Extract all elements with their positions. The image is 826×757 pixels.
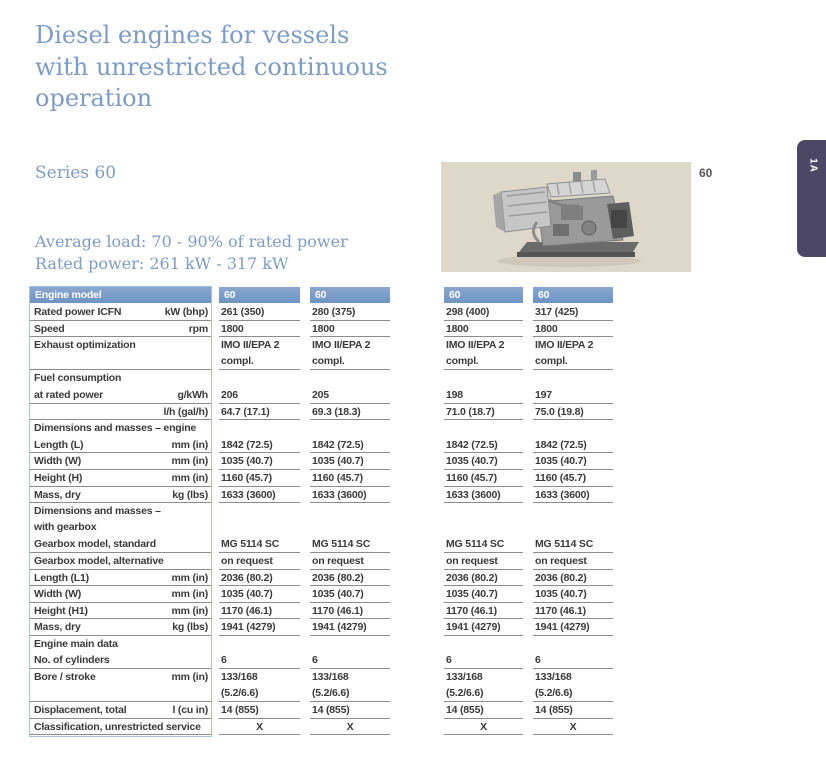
page-title (35, 20, 455, 115)
spec-value-cell: on request (219, 553, 300, 570)
table-row (30, 304, 613, 321)
spec-value-cell: 133/168 (5.2/6.6) (533, 669, 613, 702)
section-label: Dimensions and masses – engine (34, 422, 197, 435)
section-label: Dimensions and masses – with gearbox (34, 505, 161, 534)
table-row (30, 702, 613, 719)
spec-value-cell: 1035 (40.7) (533, 586, 613, 603)
row-label (30, 570, 211, 587)
spec-value-cell: 2036 (80.2) (444, 570, 523, 587)
row-label-text: Bore / stroke (34, 671, 96, 684)
table-row (30, 570, 613, 587)
spec-value-cell: 1170 (46.1) (533, 603, 613, 620)
spec-value-cell (219, 420, 300, 437)
row-label-text: No. of cylinders (34, 654, 110, 667)
row-label (30, 404, 211, 421)
row-unit: kg (lbs) (172, 621, 208, 634)
spec-value-cell: 2036 (80.2) (219, 570, 300, 587)
spec-value-cell: 1842 (72.5) (219, 437, 300, 454)
spec-value-cell: MG 5114 SC (310, 536, 390, 553)
spec-value-cell (310, 420, 390, 437)
row-unit: rpm (188, 322, 208, 335)
spec-value-cell: 197 (533, 387, 613, 404)
row-label (30, 304, 211, 321)
spec-value-cell: 1633 (3600) (219, 487, 300, 504)
spec-value-cell: 14 (855) (219, 702, 300, 719)
spec-value-cell: 1035 (40.7) (219, 586, 300, 603)
row-label-text: Speed (34, 322, 65, 335)
spec-value-cell: 1800 (533, 321, 613, 338)
row-unit: kg (lbs) (172, 488, 208, 501)
row-label (30, 536, 211, 553)
spec-value-cell: X (310, 719, 390, 736)
spec-value-cell: 1035 (40.7) (310, 586, 390, 603)
table-row (30, 619, 613, 636)
row-label-text: Exhaust optimization (34, 339, 136, 352)
spec-value-cell: MG 5114 SC (533, 536, 613, 553)
spec-value-cell: 1035 (40.7) (444, 586, 523, 603)
section-label: Engine main data (34, 637, 118, 650)
spec-value-cell (444, 420, 523, 437)
table-row (30, 387, 613, 404)
row-label (30, 586, 211, 603)
row-label (30, 553, 211, 570)
row-unit: l/h (gal/h) (163, 405, 208, 418)
row-label (30, 387, 211, 404)
row-label-text: Width (W) (34, 455, 82, 468)
spec-value-cell: 1035 (40.7) (219, 453, 300, 470)
spec-value-cell (219, 503, 300, 536)
row-label-text: Length (L) (34, 438, 84, 451)
table-row (30, 453, 613, 470)
spec-value-cell: 1160 (45.7) (310, 470, 390, 487)
spec-value-cell: 317 (425) (533, 304, 613, 321)
row-label (30, 337, 211, 370)
spec-value-cell: 261 (350) (219, 304, 300, 321)
spec-value-cell (219, 370, 300, 387)
spec-value-cell: X (533, 719, 613, 736)
spec-value-cell: 1035 (40.7) (444, 453, 523, 470)
spec-value-cell: 6 (219, 652, 300, 669)
spec-value-cell: 1842 (72.5) (533, 437, 613, 454)
spec-value-cell: on request (310, 553, 390, 570)
spec-value-cell: 1800 (444, 321, 523, 338)
spec-value-cell: 1842 (72.5) (310, 437, 390, 454)
spec-table (30, 287, 613, 735)
spec-value-cell: IMO II/EPA 2 compl. (310, 337, 390, 370)
row-label-text: Displacement, total (34, 704, 127, 717)
spec-value-cell: 1035 (40.7) (533, 453, 613, 470)
row-label (30, 453, 211, 470)
spec-value-cell: 1633 (3600) (444, 487, 523, 504)
table-row (30, 553, 613, 570)
table-row (30, 337, 613, 370)
column-header: 60 (444, 287, 523, 303)
spec-value-cell: 133/168 (5.2/6.6) (444, 669, 523, 702)
table-row (30, 487, 613, 504)
engine-model-header: Engine model (30, 287, 211, 303)
table-row (30, 321, 613, 338)
table-row (30, 370, 613, 387)
spec-value-cell: 6 (310, 652, 390, 669)
row-label-text: Mass, dry (34, 621, 81, 634)
spec-value-cell (533, 503, 613, 536)
table-row (30, 404, 613, 421)
row-label (30, 702, 211, 719)
row-label (30, 437, 211, 454)
spec-value-cell: 198 (444, 387, 523, 404)
spec-value-cell (533, 420, 613, 437)
spec-value-cell (533, 370, 613, 387)
spec-value-cell: 75.0 (19.8) (533, 404, 613, 421)
table-row (30, 603, 613, 620)
row-unit: mm (in) (171, 604, 208, 617)
spec-value-cell: 14 (855) (533, 702, 613, 719)
spec-value-cell: 1800 (310, 321, 390, 338)
spec-value-cell: 1800 (219, 321, 300, 338)
table-row (30, 719, 613, 736)
series-label: Series 60 (35, 163, 117, 183)
spec-value-cell (444, 636, 523, 653)
spec-value-cell (444, 503, 523, 536)
table-row (30, 536, 613, 553)
row-label-text: Height (H1) (34, 604, 88, 617)
table-row (30, 636, 613, 653)
spec-value-cell (533, 636, 613, 653)
spec-value-cell: 71.0 (18.7) (444, 404, 523, 421)
page-title-line: with unrestricted continuous (35, 52, 388, 81)
row-label-text: Gearbox model, standard (34, 538, 157, 551)
row-label (30, 321, 211, 338)
spec-value-cell: 1035 (40.7) (310, 453, 390, 470)
page-title-line: Diesel engines for vessels (35, 21, 350, 49)
column-header: 60 (310, 287, 390, 303)
spec-value-cell: 1160 (45.7) (533, 470, 613, 487)
section-label: Fuel consumption (34, 372, 122, 385)
spec-value-cell (444, 370, 523, 387)
engine-photo-panel (441, 162, 691, 272)
image-caption: 60 (699, 166, 713, 180)
spec-value-cell: 280 (375) (310, 304, 390, 321)
spec-value-cell: IMO II/EPA 2 compl. (533, 337, 613, 370)
row-label-text: Length (L1) (34, 571, 89, 584)
spec-value-cell: 1633 (3600) (533, 487, 613, 504)
table-row (30, 652, 613, 669)
engine-photo (441, 162, 691, 272)
spec-value-cell: 1941 (4279) (219, 619, 300, 636)
row-unit: mm (in) (171, 588, 208, 601)
table-row (30, 503, 613, 536)
spec-value-cell: X (444, 719, 523, 736)
table-row (30, 669, 613, 702)
row-label-text: Mass, dry (34, 488, 81, 501)
spec-value-cell: 2036 (80.2) (533, 570, 613, 587)
spec-value-cell (310, 636, 390, 653)
row-label (30, 669, 211, 702)
spec-value-cell: 1941 (4279) (444, 619, 523, 636)
spec-value-cell: MG 5114 SC (219, 536, 300, 553)
row-unit: l (cu in) (172, 704, 208, 717)
row-label-text: at rated power (34, 388, 103, 401)
spec-value-cell: 206 (219, 387, 300, 404)
spec-value-cell: 1941 (4279) (310, 619, 390, 636)
row-unit: mm (in) (171, 438, 208, 451)
table-row (30, 420, 613, 437)
column-header: 60 (533, 287, 613, 303)
column-header: 60 (219, 287, 300, 303)
row-label-text: Classification, unrestricted service (34, 720, 201, 733)
row-unit: mm (in) (171, 571, 208, 584)
spec-value-cell (219, 636, 300, 653)
spec-value-cell: 1941 (4279) (533, 619, 613, 636)
spec-value-cell: 1633 (3600) (310, 487, 390, 504)
spec-value-cell: 133/168 (5.2/6.6) (219, 669, 300, 702)
spec-value-cell: 1170 (46.1) (444, 603, 523, 620)
spec-value-cell: 1160 (45.7) (444, 470, 523, 487)
spec-value-cell: on request (444, 553, 523, 570)
row-label (30, 470, 211, 487)
row-label (30, 603, 211, 620)
row-unit: kW (bhp) (164, 306, 208, 318)
section-tab (797, 140, 826, 257)
spec-value-cell: 1170 (46.1) (310, 603, 390, 620)
row-label (30, 719, 211, 736)
section-tab-label: 1A (807, 158, 819, 173)
table-row (30, 470, 613, 487)
spec-value-cell: 2036 (80.2) (310, 570, 390, 587)
spec-value-cell (310, 503, 390, 536)
spec-value-cell: 6 (533, 652, 613, 669)
row-label (30, 487, 211, 504)
table-header-row (30, 287, 613, 304)
row-label (30, 619, 211, 636)
row-label-text: Rated power ICFN (34, 306, 122, 318)
spec-value-cell: 205 (310, 387, 390, 404)
row-unit: mm (in) (171, 455, 208, 468)
spec-value-cell: X (219, 719, 300, 736)
spec-value-cell: on request (533, 553, 613, 570)
row-unit: mm (in) (171, 471, 208, 484)
spec-value-cell: IMO II/EPA 2 compl. (219, 337, 300, 370)
spec-value-cell: 14 (855) (310, 702, 390, 719)
table-row (30, 586, 613, 603)
spec-value-cell: 133/168 (5.2/6.6) (310, 669, 390, 702)
spec-value-cell: IMO II/EPA 2 compl. (444, 337, 523, 370)
spec-value-cell: 1842 (72.5) (444, 437, 523, 454)
spec-value-cell: 1170 (46.1) (219, 603, 300, 620)
row-unit: mm (in) (171, 671, 208, 684)
spec-value-cell: 14 (855) (444, 702, 523, 719)
spec-value-cell: 1160 (45.7) (219, 470, 300, 487)
rated-power-text: Rated power: 261 kW - 317 kW (35, 254, 289, 273)
spec-value-cell: 6 (444, 652, 523, 669)
row-label-text: Height (H) (34, 471, 83, 484)
page-title-line: operation (35, 84, 153, 112)
row-label-text: Gearbox model, alternative (34, 554, 164, 567)
spec-value-cell: 298 (400) (444, 304, 523, 321)
average-load-text: Average load: 70 - 90% of rated power (35, 232, 348, 251)
spec-value-cell: 64.7 (17.1) (219, 404, 300, 421)
spec-value-cell: MG 5114 SC (444, 536, 523, 553)
table-row (30, 437, 613, 454)
row-label (30, 652, 211, 669)
spec-value-cell: 69.3 (18.3) (310, 404, 390, 421)
spec-value-cell (310, 370, 390, 387)
row-unit: g/kWh (177, 388, 208, 401)
row-label-text: Width (W) (34, 588, 82, 601)
